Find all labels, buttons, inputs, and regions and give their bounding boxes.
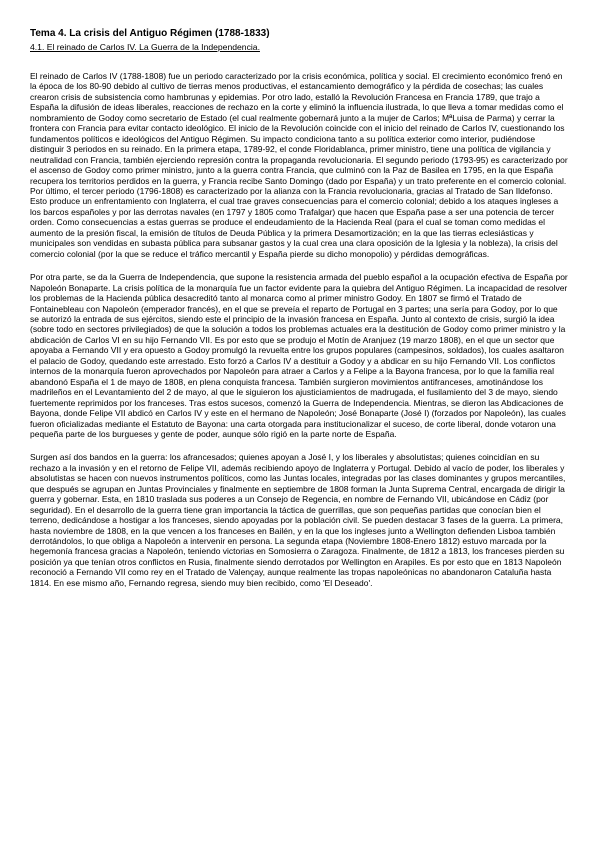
- paragraph-independence-war: Por otra parte, se da la Guerra de Independencia, que supone la resistencia armada del pueblo español a la ocupación efectiva de España por Napoleón Bonaparte. La crisis política de la monarquía fue un factor evidente para la quiebra del Antiguo Régimen. La incapacidad de resolver los problemas de la Hacienda pública desacreditó tanto al monarca como al primer ministro Godoy. En 1807 se firmó el Tratado de Fontainebleau con Napoleón (emperador francés), en el que se preveía el reparto de Portugal en 3 partes; una sería para Godoy, por lo que se autorizó la entrada de sus ejércitos, siendo este el principio de la invasión francesa en España. Junto al contexto de crisis, surgió la idea (sobre todo en sectores privilegiados) de que la solución a todos los problemas actuales era la destitución de Godoy como primer ministro y la abdicación de Carlos VI en su hijo Fernando VII. Es por esto que se produjo el Motín de Aranjuez (19 marzo 1808), en el que un sector que apoyaba a Fernando VII y era opuesto a Godoy promulgó la revuelta entre los grupos populares (campesinos, soldados), los cuales asaltaron el palacio de Godoy, quedando este arrestado. Esto forzó a Carlos IV a destituir a Godoy y a abdicar en su hijo Fernando VII. Los conflictos internos de la monarquía fueron aprovechados por Napoleón para atraer a Carlos y a Felipe a la Bayona francesa, por lo que la familia real abandonó España el 1 de mayo de 1808, en plena conquista francesa. También surgieron movimientos antifranceses, amotinándose los madrileños en el Levantamiento del 2 de mayo, al que le siguieron los ajusticiamientos de madrugada, el fusilamiento del 3 de mayo, siendo fuertemente reprimidos por los franceses. Tras estos sucesos, comenzó la Guerra de Independencia. Mientras, se dieron las Abdicaciones de Bayona, donde Felipe VII abdicó en Carlos IV y este en el hermano de Napoleón; José Bonaparte (José I) (forzados por Napoleón), las cuales fueron oficializadas mediante el Estatuto de Bayona: una carta otorgada para institucionalizar el suceso, de corte liberal, donde votaron una pequeña parte de los burgueses y gente de poder, aunque sólo rigió en la parte norte de España.: [30, 272, 568, 439]
- paragraph-reign-carlos-iv: El reinado de Carlos IV (1788-1808) fue un periodo caracterizado por la crisis económica, política y social. El crecimiento económico frenó en la época de los 80-90 debido al cultivo de tierras menos productivas, el estancamiento demográfico y la pérdida de cosechas; las cuales crearon crisis de subsistencia como hambrunas y epidemias. Por otro lado, estalló la Revolución Francesa en Francia 1789, que trajo a España la difusión de ideas liberales, reacciones de rechazo en la corte y eliminó la influencia ilustrada, lo que lleva a tomar medidas como el nombramiento de Godoy como secretario de Estado (el cual realmente gobernará junto a la mujer de Carlos; MªLuisa de Parma) y cerrar la frontera con Francia para evitar contacto ideológico. El inicio de la Revolución coincide con el inicio del reinado de Carlos IV, cuestionando los fundamentos políticos e ideológicos del Antiguo Régimen. Su impacto condiciona tanto a su política exterior como interior, pudiéndose distinguir 3 periodos en su reinado. En la primera etapa, 1789-92, el conde Floridablanca, primer ministro, tiene una política de vigilancia y neutralidad con Francia, también ejerciendo represión contra la propaganda revolucionaria. El segundo periodo (1793-95) es caracterizado por el ascenso de Godoy como primer ministro, junto a la guerra contra Francia, que culminó con la Paz de Basilea en 1795, en la que España recupera los territorios perdidos en la guerra, y Francia recibe Santo Domingo (dado por España) y un trato preferente en el comercio colonial. Por último, el tercer periodo (1796-1808) es caracterizado por la alianza con la Francia revolucionaria, gracias al Tratado de San Ildefonso. Esto produce un enfrentamiento con Inglaterra, el cual trae graves consecuencias para el comercio colonial; debido a los ataques ingleses a los barcos españoles y por las derrotas navales (en 1797 y 1805 como Trafalgar) que hacen que España pase a ser una potencia de tercer orden. Como consecuencias a estas guerras se produce el endeudamiento de la Hacienda Real (para el cual se toman como medidas el aumento de la presión fiscal, la emisión de títulos de Deuda Pública y la primera Desamortización; en la que las tierras eclesiásticas y municipales son vendidas en subasta pública para subsanar gastos y la cual crea una clara oposición de la Iglesia y la nobleza), la crisis del comercio colonial (por la que se reduce el tráfico mercantil y España pierde su dicho monopolio) y pérdidas demográficas.: [30, 71, 568, 259]
- document-title: Tema 4. La crisis del Antiguo Régimen (1788-1833): [30, 28, 270, 39]
- paragraph-war-sides: Surgen así dos bandos en la guerra: los afrancesados; quienes apoyan a José I, y los liberales y absolutistas; quienes coincidían en su rechazo a la invasión y en el retorno de Felipe VII, además recibiendo apoyo de Inglaterra y Portugal. Debido al vacío de poder, los liberales y absolutistas se hacen con nuevos instrumentos políticos, como las Juntas locales, integradas por las clases dominantes y grupos mercantiles, que después se agrupan en Juntas Provinciales y finalmente en septiembre de 1808 forman la Junta Suprema Central, encargada de dirigir la guerra y gobernar. Esta, en 1810 traslada sus poderes a un Consejo de Regencia, en nombre de Fernando VII, ubicándose en Cádiz (por seguridad). En el desarrollo de la guerra tiene gran importancia la táctica de guerrillas, que son pequeñas partidas que conocían bien el terreno, dedicándose a hostigar a los franceses, siendo apoyadas por la población civil. Se pueden destacar 3 fases de la guerra. La primera, hasta noviembre de 1808, en la que vencen a los franceses en Bailén, y en la que los ingleses junto a Wellington defienden Lisboa también derrotándolos, lo que obliga a Napoleón a intervenir en persona. La segunda etapa (Noviembre 1808-Enero 1812) estuvo marcada por la hegemonía francesa gracias a Napoleón, teniendo victorias en Somosierra o Zaragoza. Finalmente, de 1812 a 1813, los franceses pierden su posición ya que tenían otros conflictos en Rusia, finalmente siendo derrotados por Wellington en Arapiles. Es por esto que en 1813 Napoleón reconoció a Fernando VII como rey en el Tratado de Valençay, aunque realmente las tropas napoleónicas no abandonaron Cataluña hasta 1814. En ese mismo año, Fernando regresa, siendo muy bien recibido, como 'El Deseado'.: [30, 452, 566, 588]
- section-heading: 4.1. El reinado de Carlos IV. La Guerra de la Independencia.: [30, 42, 260, 52]
- document-page: [30, 28, 568, 588]
